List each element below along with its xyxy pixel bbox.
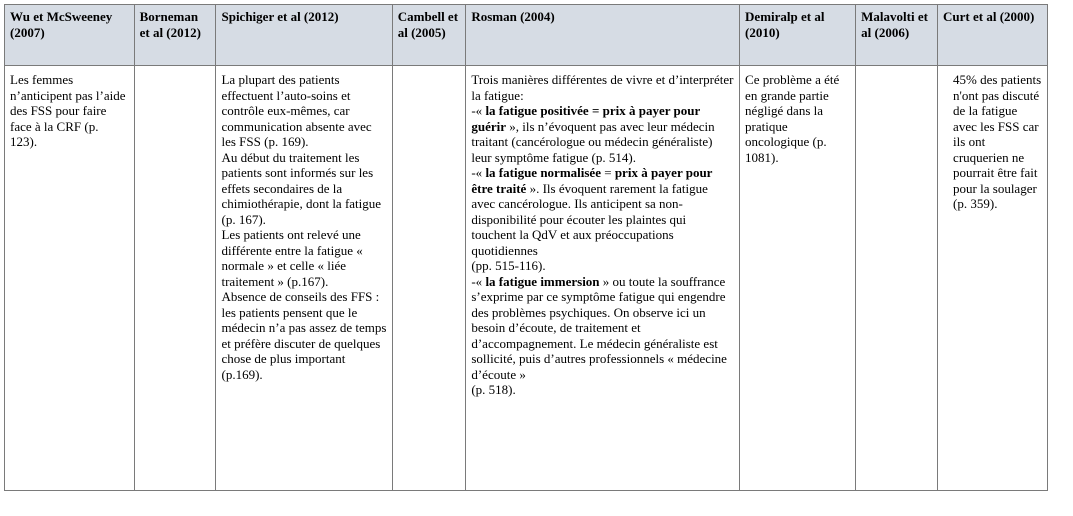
spichiger-para-2: Au début du traitement les patients sont informés sur les effets secondaires de la chimiothérapie, dont la fatigue (p. 167).: [221, 149, 382, 227]
header-wu: Wu et McSweeney (2007): [5, 5, 135, 66]
header-malavolti: Malavolti et al (2006): [856, 5, 938, 66]
spichiger-para-4: Absence de conseils des FFS : les patients pensent que le médecin n’a pas assez de temps et préfère discuter de quelques chose de plus important (p.169).: [221, 289, 387, 382]
rosman-item-2: [471, 165, 734, 258]
cell-malavolti: [856, 66, 938, 491]
rosman-item-3-rest: » ou toute la souffrance s’exprime par ce symptôme fatigue qui engendre des problèmes psychiques. On observe ici un besoin d’écoute, de traitement et d’accompagnement. Le médecin généraliste est sollicité, puis d’autres professionnels « médecine d’écoute »: [471, 273, 727, 382]
rosman-item-1-bold: la fatigue positivée = prix à payer pour guérir: [471, 103, 701, 134]
header-curt: Curt et al (2000): [938, 5, 1048, 66]
rosman-intro: Trois manières différentes de vivre et d’interpréter la fatigue:: [471, 72, 734, 103]
literature-comparison-table: [4, 4, 1048, 491]
cell-cambell: [392, 66, 466, 491]
rosman-item-3-bold: la fatigue immersion: [485, 273, 600, 289]
rosman-item-1-prefix: -«: [471, 103, 486, 118]
header-demiralp: Demiralp et al (2010): [740, 5, 856, 66]
cell-borneman: [134, 66, 216, 491]
rosman-item-2-rest: ». Ils évoquent rarement la fatigue avec cancérologue. Ils anticipent sa non-disponibilité pour écouter les plaintes qui touchent la QdV et aux préoccupations quotidiennes: [471, 180, 708, 258]
spichiger-para-3: Les patients ont relevé une différente entre la fatigue « normale » et celle « liée traitement » (p.167).: [221, 227, 363, 289]
rosman-item-3: [471, 274, 734, 383]
rosman-item-2-bold-1: la fatigue normalisée: [485, 165, 601, 180]
header-rosman: Rosman (2004): [466, 5, 740, 66]
header-borneman: Borneman et al (2012): [134, 5, 216, 66]
header-spichiger: Spichiger et al (2012): [216, 5, 392, 66]
rosman-item-2-bold-2: prix à payer pour être traité: [471, 165, 713, 196]
rosman-item-3-prefix: -«: [471, 273, 486, 289]
rosman-item-2-prefix: -«: [471, 165, 486, 180]
cell-curt: [938, 66, 1048, 491]
rosman-item-1-rest: », ils n’évoquent pas avec leur médecin traitant (cancérologue ou médecin généraliste) leur symptôme fatigue (p. 514).: [471, 118, 715, 165]
spichiger-para-1: La plupart des patients effectuent l’auto-soins et contrôle eux-mêmes, car communication absente avec les FSS (p. 169).: [221, 72, 372, 149]
table-header-row: [5, 5, 1048, 66]
table-row: [5, 66, 1048, 491]
cell-curt-text: 45% des patients n'ont pas discuté de la fatigue avec les FSS car ils ont cruquerien ne pourrait être fait pour la soulager (p. 359).: [953, 72, 1042, 211]
cell-rosman: [466, 66, 740, 491]
cell-wu-text: Les femmes n’anticipent pas l’aide des FSS pour faire face à la CRF (p. 123).: [10, 72, 126, 149]
header-cambell: Cambell et al (2005): [392, 5, 466, 66]
rosman-item-3-pages: (p. 518).: [471, 382, 516, 397]
rosman-item-2-eq: =: [600, 165, 615, 180]
rosman-item-1: [471, 103, 734, 165]
cell-wu: [5, 66, 135, 491]
cell-demiralp-text: Ce problème a été en grande partie négligé dans la pratique oncologique (p. 1081).: [745, 72, 840, 165]
cell-demiralp: [740, 66, 856, 491]
rosman-item-2-pages: (pp. 515-116).: [471, 258, 546, 273]
cell-spichiger: [216, 66, 392, 491]
